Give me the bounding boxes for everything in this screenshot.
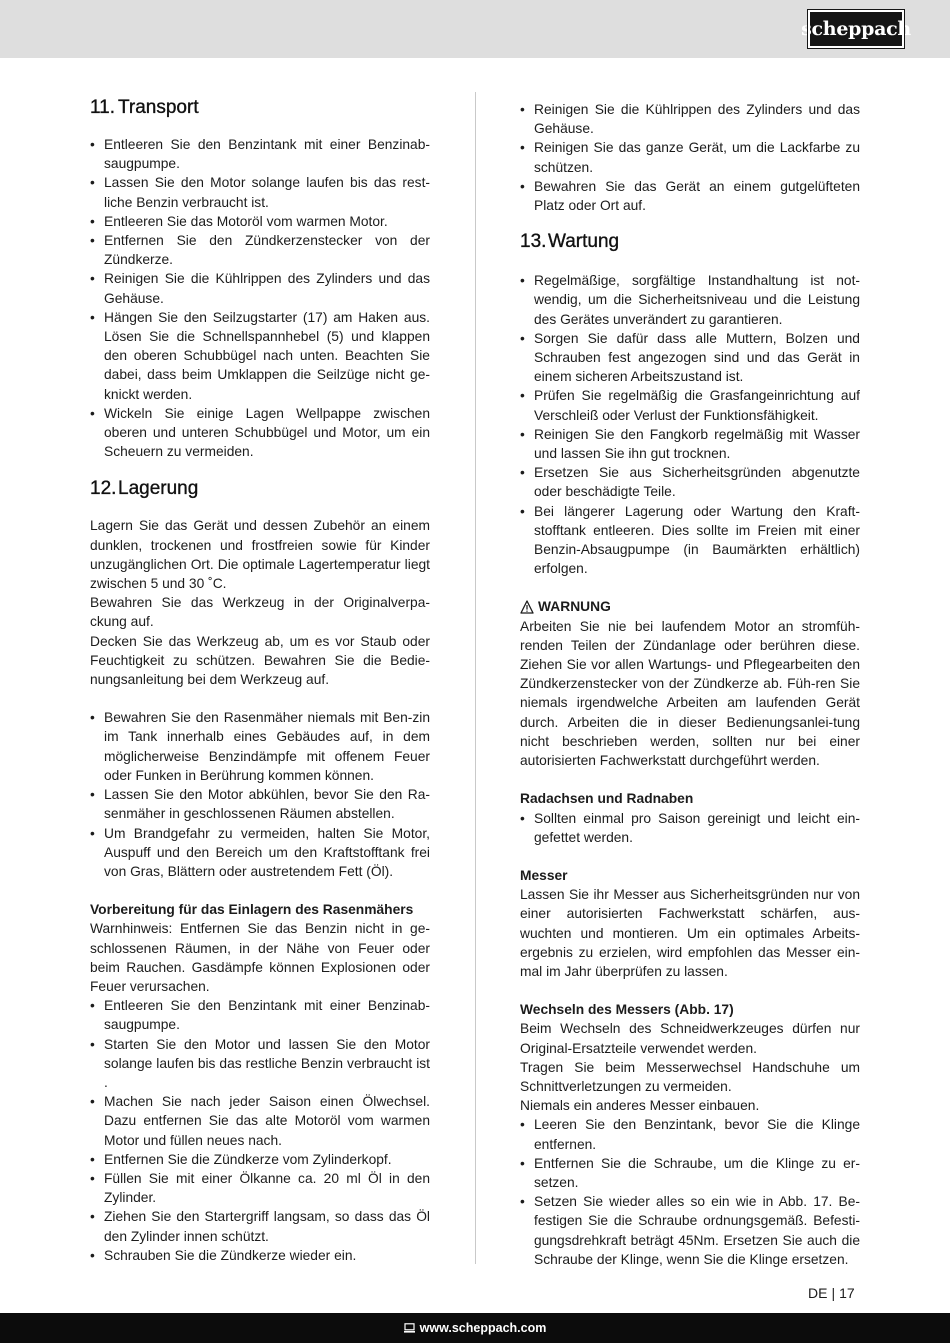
warning-text: Arbeiten Sie nie bei laufendem Motor an stromfüh-renden Teilen der Zündanlage oder berühren diese. Ziehen Sie vor allen Wartungs- und Pflegearbeiten den Zündkerzenstecker von der Zündkerze ab. Füh-ren Sie niemals irgendwelche Arbeiten am laufenden Gerät durch. Arbeiten die in dieser Bedienungsanlei-tung nicht beschrieben werden, sollten nur bei einer autorisierten Fachwerkstatt durchgeführt werden. (520, 618, 860, 769)
list-item: • Bewahren Sie das Gerät an einem gutgelüfteten Platz oder Ort auf. (520, 177, 860, 215)
list-item: • Prüfen Sie regelmäßig die Grasfangeinrichtung auf Verschleiß oder Verlust der Funktionsfähigkeit. (520, 386, 860, 424)
header-bar (0, 0, 950, 58)
paragraph: Tragen Sie beim Messerwechsel Handschuhe um Schnittverletzungen zu vermeiden. (520, 1059, 860, 1094)
subheading-messer: Messer (520, 867, 568, 883)
list-item: • Setzen Sie wieder alles so ein wie in Abb. 17. Be-festigen Sie die Schraube ordnungsgemäß. Befesti-gungsdrehkraft beträgt 45Nm. Ersetzen Sie auch die Schraube der Klinge, wenn Sie die Klinge ersetzen. (520, 1192, 860, 1269)
right-column (520, 100, 860, 1269)
paragraph: Beim Wechseln des Schneidwerkzeuges dürfen nur Original-Ersatzteile verwendet werden. (520, 1021, 860, 1056)
list-item: • Hängen Sie den Seilzugstarter (17) am Haken aus. Lösen Sie die Schnellspannhebel (5) und klappen den oberen Schubbügel nach unten. Beachten Sie dabei, dass beim Umklappen die Seilzüge nicht ge-knickt werden. (90, 308, 430, 404)
footer-bar (0, 1313, 950, 1343)
list-item: • Reinigen Sie die Kühlrippen des Zylinders und das Gehäuse. (520, 100, 860, 138)
list-item: • Starten Sie den Motor und lassen Sie den Motor solange laufen bis das restliche Benzin verbraucht ist . (90, 1035, 430, 1093)
radachsen-list (520, 809, 860, 847)
section-heading-lagerung: 12.Lagerung (90, 478, 199, 500)
list-item: • Sorgen Sie dafür dass alle Muttern, Bolzen und Schrauben fest angezogen sind und das Gerät in einem sicheren Arbeitszustand ist. (520, 329, 860, 387)
paragraph: Bewahren Sie das Werkzeug in der Originalverpa-ckung auf. (90, 595, 430, 630)
paragraph: Lagern Sie das Gerät und dessen Zubehör an einem dunklen, trockenen und frostfreien sowie für Kinder unzugänglichen Ort. Die optimale Lagertemperatur liegt zwischen 5 und 30 ˚C. (90, 518, 430, 592)
list-item: • Machen Sie nach jeder Saison einen Ölwechsel. Dazu entfernen Sie das alte Motoröl vom warmen Motor und füllen neues nach. (90, 1092, 430, 1150)
warning-icon (520, 600, 534, 614)
list-item: • Entleeren Sie das Motoröl vom warmen Motor. (90, 212, 430, 231)
continued-list (520, 100, 860, 215)
paragraph: Warnhinweis: Entfernen Sie das Benzin nicht in ge-schlossenen Räumen, in der Nähe von Feuer oder beim Rauchen. Gasdämpfe können Explosionen oder Feuer verursachen. (90, 921, 430, 994)
list-item: • Lassen Sie den Motor solange laufen bis das rest-liche Benzin verbraucht ist. (90, 173, 430, 211)
paragraph: Lassen Sie ihr Messer aus Sicherheitsgründen nur von einer autorisierten Fachwerkstatt schärfen, aus-wuchten und montieren. Um ein optimales Arbeits-ergebnis zu erzielen, wird empfohlen das Messer ein-mal im Jahr überprüfen zu lassen. (520, 887, 860, 979)
subheading-wechsel: Wechseln des Messers (Abb. 17) (520, 1002, 734, 1018)
list-item: • Reinigen Sie das ganze Gerät, um die Lackfarbe zu schützen. (520, 138, 860, 176)
list-item: • Entleeren Sie den Benzintank mit einer Benzinab-saugpumpe. (90, 135, 430, 173)
paragraph: Decken Sie das Werkzeug ab, um es vor Staub oder Feuchtigkeit zu schützen. Bewahren Sie die Bedie-nungsanleitung bei dem Werkzeug auf. (90, 633, 430, 688)
paragraph: Niemals ein anderes Messer einbauen. (520, 1098, 760, 1114)
subheading-prep: Vorbereitung für das Einlagern des Rasenmähers (90, 902, 414, 918)
wechsel-list (520, 1115, 860, 1269)
list-item: • Lassen Sie den Motor abkühlen, bevor Sie den Ra-senmäher in geschlossenen Räumen abstellen. (90, 785, 430, 823)
column-divider (475, 92, 476, 1264)
lagerung-list (90, 708, 430, 881)
transport-list (90, 135, 430, 461)
list-item: • Bei längerer Lagerung oder Wartung den Kraft-stofftank entleeren. Dies sollte im Freien mit einer Benzin-Absaugpumpe (in Baumärkten erhältlich) erfolgen. (520, 502, 860, 579)
list-item: • Sollten einmal pro Saison gereinigt und leicht ein-gefettet werden. (520, 809, 860, 847)
left-column (90, 95, 430, 1265)
list-item: • Ersetzen Sie aus Sicherheitsgründen abgenutzte oder beschädigte Teile. (520, 463, 860, 501)
list-item: • Wickeln Sie einige Lagen Wellpappe zwischen oberen und unteren Schubbügel und Motor, um ein Scheuern zu vermeiden. (90, 404, 430, 462)
wartung-list (520, 271, 860, 578)
prep-list (90, 996, 430, 1265)
brand-logo: scheppach (808, 10, 904, 48)
list-item: • Ziehen Sie den Startergriff langsam, so dass das Öl den Zylinder innen schützt. (90, 1207, 430, 1245)
list-item: • Leeren Sie den Benzintank, bevor Sie die Klinge entfernen. (520, 1115, 860, 1153)
page-number: DE | 17 (808, 1285, 855, 1301)
list-item: • Füllen Sie mit einer Ölkanne ca. 20 ml Öl in den Zylinder. (90, 1169, 430, 1207)
list-item: • Entleeren Sie den Benzintank mit einer Benzinab-saugpumpe. (90, 996, 430, 1034)
warning-heading: WARNUNG (520, 597, 860, 616)
list-item: • Reinigen Sie die Kühlrippen des Zylinders und das Gehäuse. (90, 269, 430, 307)
list-item: • Entfernen Sie die Zündkerze vom Zylinderkopf. (90, 1150, 430, 1169)
list-item: • Schrauben Sie die Zündkerze wieder ein. (90, 1246, 430, 1265)
section-heading-wartung: 13.Wartung (520, 231, 620, 253)
list-item: • Regelmäßige, sorgfältige Instandhaltung ist not-wendig, um die Sicherheitsniveau und die Leistung des Gerätes unverändert zu garantieren. (520, 271, 860, 329)
list-item: • Reinigen Sie den Fangkorb regelmäßig mit Wasser und lassen Sie ihn gut trocknen. (520, 425, 860, 463)
list-item: • Entfernen Sie den Zündkerzenstecker von der Zündkerze. (90, 231, 430, 269)
list-item: • Entfernen Sie die Schraube, um die Klinge zu er-setzen. (520, 1154, 860, 1192)
section-heading-transport: 11. Transport (90, 97, 199, 118)
website-link[interactable]: www.scheppach.com (419, 1321, 547, 1335)
computer-icon (404, 1323, 415, 1333)
list-item: • Bewahren Sie den Rasenmäher niemals mit Ben-zin im Tank innerhalb eines Gebäudes auf, in dem möglicherweise Benzindämpfe mit offenem Feuer oder Funken in Berührung kommen können. (90, 708, 430, 785)
list-item: • Um Brandgefahr zu vermeiden, halten Sie Motor, Auspuff und den Bereich um den Kraftstofftank frei von Gras, Blättern oder austretendem Fett (Öl). (90, 824, 430, 882)
subheading-radachsen: Radachsen und Radnaben (520, 791, 694, 807)
